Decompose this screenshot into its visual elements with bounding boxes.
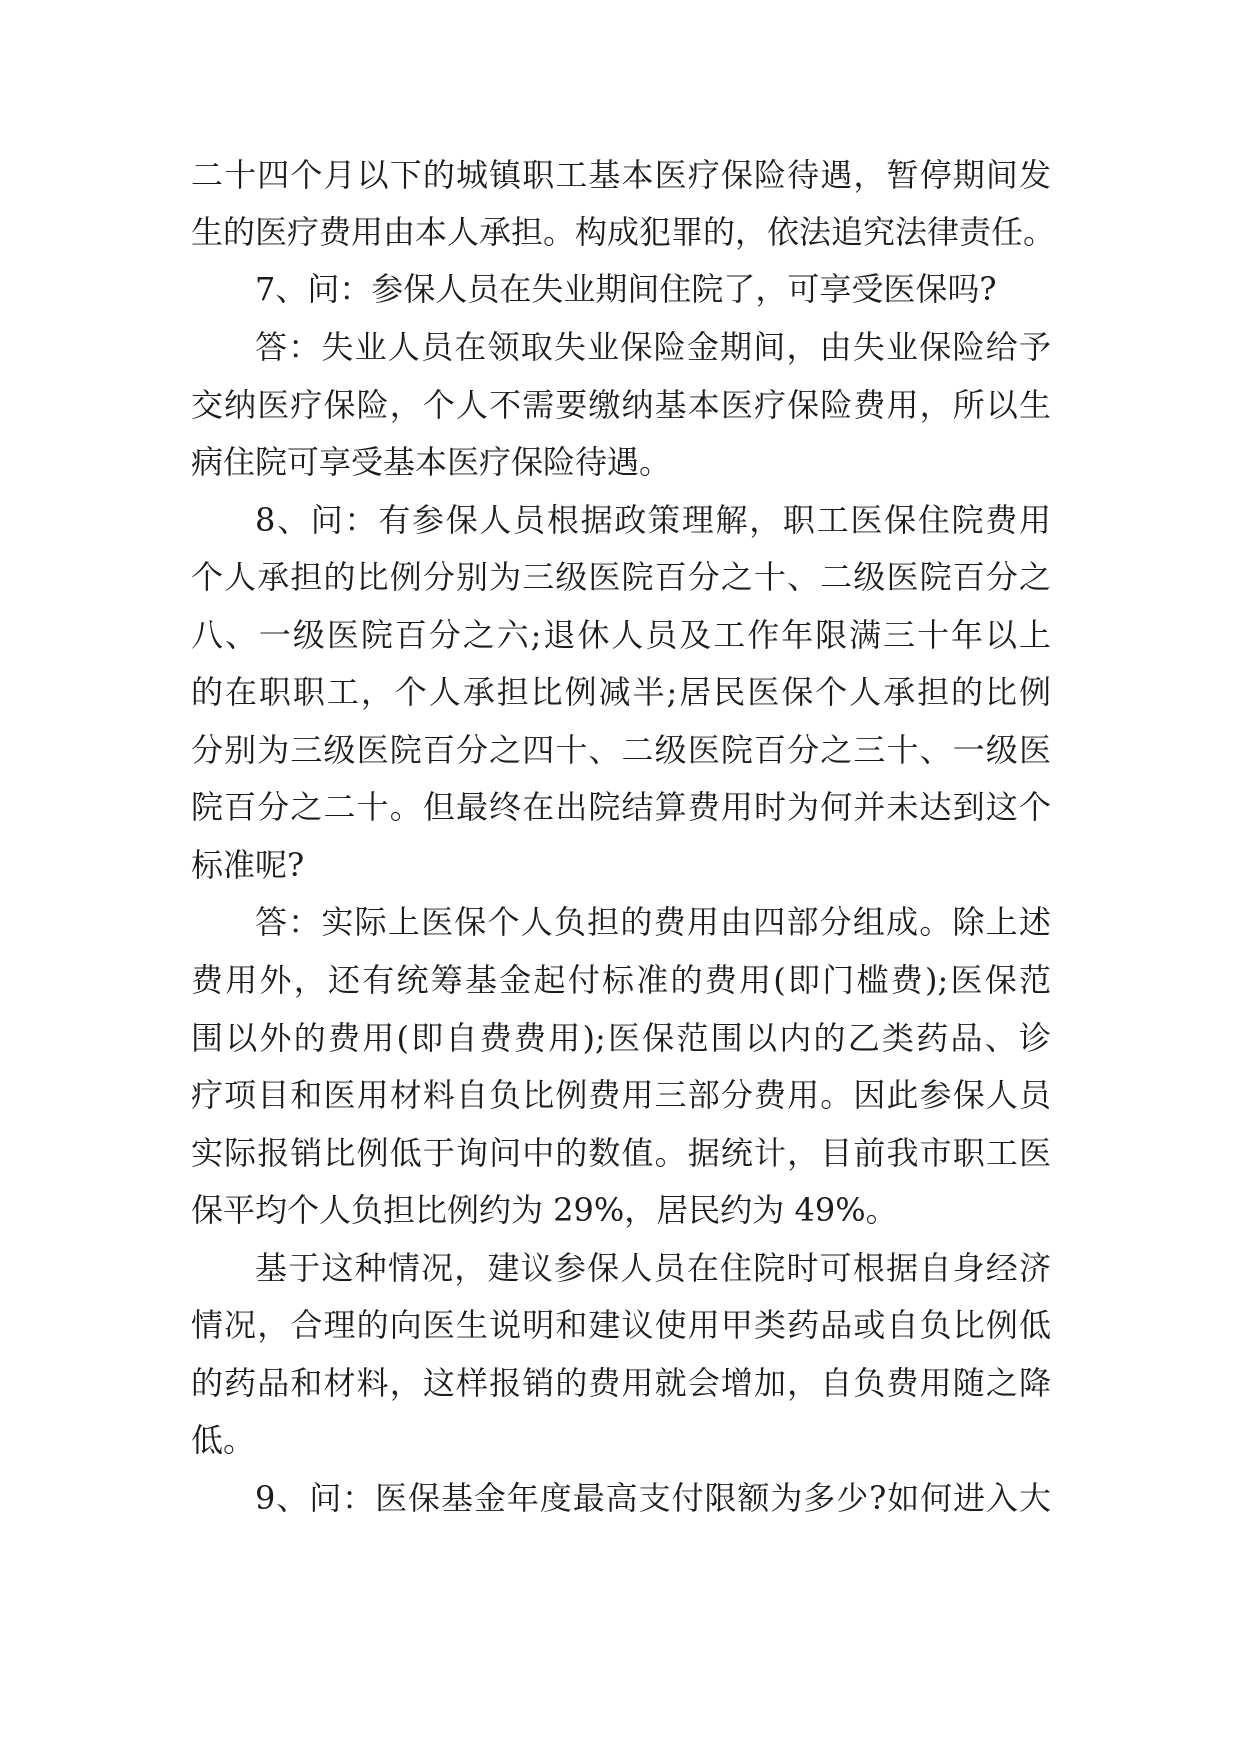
text-line: 疗项目和医用材料自负比例费用三部分费用。因此参保人员 xyxy=(191,1076,1051,1114)
question-9-heading: 9、问：医保基金年度最高支付限额为多少?如何进入大 xyxy=(255,1479,1051,1517)
text-line: 交纳医疗保险，个人不需要缴纳基本医疗保险费用，所以生 xyxy=(191,386,1051,424)
question-7-heading: 7、问：参保人员在失业期间住院了，可享受医保吗? xyxy=(255,270,997,308)
text-line: 情况，合理的向医生说明和建议使用甲类药品或自负比例低 xyxy=(191,1306,1051,1344)
text-line: 八、一级医院百分之六;退休人员及工作年限满三十年以上 xyxy=(191,616,1051,654)
text-line: 围以外的费用(即自费费用);医保范围以内的乙类药品、诊 xyxy=(191,1019,1051,1057)
text-line: 的药品和材料，这样报销的费用就会增加，自负费用随之降 xyxy=(191,1364,1051,1402)
text-line: 保平均个人负担比例约为 29%，居民约为 49%。 xyxy=(191,1191,898,1229)
text-line: 实际报销比例低于询问中的数值。据统计，目前我市职工医 xyxy=(191,1134,1051,1172)
text-line: 答：失业人员在领取失业保险金期间，由失业保险给予 xyxy=(255,328,1051,366)
text-line: 病住院可享受基本医疗保险待遇。 xyxy=(191,443,672,481)
text-line: 费用外，还有统筹基金起付标准的费用(即门槛费);医保范 xyxy=(191,961,1051,999)
text-line: 标准呢? xyxy=(191,846,305,884)
text-line: 低。 xyxy=(191,1421,256,1459)
text-line: 答：实际上医保个人负担的费用由四部分组成。除上述 xyxy=(255,903,1051,941)
text-line: 院百分之二十。但最终在出院结算费用时为何并未达到这个 xyxy=(191,788,1051,826)
text-line: 个人承担的比例分别为三级医院百分之十、二级医院百分之 xyxy=(191,558,1051,596)
text-line: 的在职职工，个人承担比例减半;居民医保个人承担的比例 xyxy=(191,673,1051,711)
text-line: 基于这种情况，建议参保人员在住院时可根据自身经济 xyxy=(255,1249,1051,1287)
text-line: 分别为三级医院百分之四十、二级医院百分之三十、一级医 xyxy=(191,731,1051,769)
text-line: 二十四个月以下的城镇职工基本医疗保险待遇，暂停期间发 xyxy=(191,156,1051,194)
question-8-heading: 8、问：有参保人员根据政策理解，职工医保住院费用 xyxy=(255,501,1051,539)
text-line: 生的医疗费用由本人承担。构成犯罪的，依法追究法律责任。 xyxy=(191,213,1056,251)
